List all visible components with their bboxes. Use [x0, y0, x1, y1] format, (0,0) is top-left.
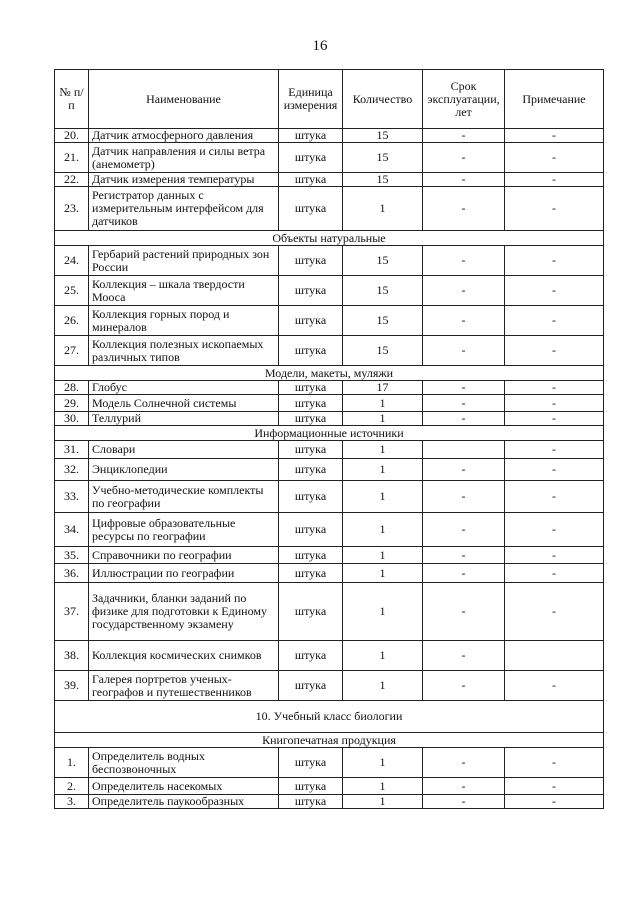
- item-unit: штука: [279, 173, 343, 187]
- header-service-life: Срок эксплуатации, лет: [423, 70, 505, 129]
- item-name: Коллекция космических снимков: [89, 641, 279, 671]
- item-unit: штука: [279, 412, 343, 426]
- row-number: 39.: [55, 671, 89, 701]
- table-row: [55, 441, 604, 459]
- table-row: [55, 671, 604, 701]
- table-row: [55, 795, 604, 809]
- row-number: 29.: [55, 395, 89, 412]
- item-service-life: -: [423, 246, 505, 276]
- item-unit: штука: [279, 564, 343, 583]
- item-service-life: -: [423, 187, 505, 231]
- item-note: -: [505, 481, 604, 513]
- item-quantity: 1: [343, 748, 423, 778]
- row-number: 26.: [55, 306, 89, 336]
- table-row: [55, 173, 604, 187]
- table-body: [55, 129, 604, 809]
- item-unit: штука: [279, 671, 343, 701]
- row-number: 34.: [55, 513, 89, 547]
- item-service-life: -: [423, 143, 505, 173]
- item-note: -: [505, 187, 604, 231]
- item-name: Глобус: [89, 381, 279, 395]
- item-unit: штука: [279, 583, 343, 641]
- item-quantity: 15: [343, 173, 423, 187]
- table-row: [55, 246, 604, 276]
- item-quantity: 15: [343, 276, 423, 306]
- item-quantity: 15: [343, 306, 423, 336]
- item-quantity: 1: [343, 187, 423, 231]
- item-name: Определитель водных беспозвоночных: [89, 748, 279, 778]
- item-quantity: 15: [343, 246, 423, 276]
- row-number: 33.: [55, 481, 89, 513]
- section-row: [55, 426, 604, 441]
- table-row: [55, 276, 604, 306]
- table-row: [55, 547, 604, 564]
- item-note: -: [505, 795, 604, 809]
- item-unit: штука: [279, 481, 343, 513]
- item-name: Галерея портретов ученых-географов и путешественников: [89, 671, 279, 701]
- header-quantity: Количество: [343, 70, 423, 129]
- item-note: [505, 641, 604, 671]
- row-number: 32.: [55, 459, 89, 481]
- item-service-life: -: [423, 513, 505, 547]
- item-name: Модель Солнечной системы: [89, 395, 279, 412]
- item-unit: штука: [279, 395, 343, 412]
- item-quantity: 1: [343, 395, 423, 412]
- header-name: Наименование: [89, 70, 279, 129]
- item-unit: штука: [279, 748, 343, 778]
- row-number: 38.: [55, 641, 89, 671]
- item-name: Коллекция горных пород и минералов: [89, 306, 279, 336]
- item-quantity: 1: [343, 778, 423, 795]
- item-name: Теллурий: [89, 412, 279, 426]
- item-quantity: 1: [343, 412, 423, 426]
- item-unit: штука: [279, 641, 343, 671]
- table-row: [55, 481, 604, 513]
- section-row: [55, 231, 604, 246]
- table-row: [55, 778, 604, 795]
- item-unit: штука: [279, 129, 343, 143]
- item-quantity: 15: [343, 129, 423, 143]
- item-unit: штука: [279, 143, 343, 173]
- item-name: Гербарий растений природных зон России: [89, 246, 279, 276]
- item-name: Словари: [89, 441, 279, 459]
- row-number: 36.: [55, 564, 89, 583]
- item-service-life: -: [423, 778, 505, 795]
- item-name: Задачники, бланки заданий по физике для подготовки к Единому государственному экзамену: [89, 583, 279, 641]
- item-quantity: 1: [343, 481, 423, 513]
- item-service-life: -: [423, 336, 505, 366]
- item-unit: штука: [279, 547, 343, 564]
- item-note: -: [505, 173, 604, 187]
- item-unit: штука: [279, 306, 343, 336]
- item-name: Справочники по географии: [89, 547, 279, 564]
- item-unit: штука: [279, 795, 343, 809]
- item-unit: штука: [279, 246, 343, 276]
- table-row: [55, 459, 604, 481]
- item-name: Коллекция – шкала твердости Мооса: [89, 276, 279, 306]
- item-note: -: [505, 748, 604, 778]
- row-number: 2.: [55, 778, 89, 795]
- row-number: 28.: [55, 381, 89, 395]
- item-note: -: [505, 513, 604, 547]
- item-service-life: -: [423, 481, 505, 513]
- item-quantity: 1: [343, 441, 423, 459]
- section-row: [55, 366, 604, 381]
- item-note: -: [505, 583, 604, 641]
- row-number: 37.: [55, 583, 89, 641]
- item-name: Определитель насекомых: [89, 778, 279, 795]
- row-number: 24.: [55, 246, 89, 276]
- row-number: 31.: [55, 441, 89, 459]
- item-service-life: -: [423, 129, 505, 143]
- item-unit: штука: [279, 513, 343, 547]
- item-note: -: [505, 441, 604, 459]
- item-name: Датчик атмосферного давления: [89, 129, 279, 143]
- table-row: [55, 306, 604, 336]
- section-row: [55, 733, 604, 748]
- item-note: -: [505, 306, 604, 336]
- item-note: -: [505, 547, 604, 564]
- item-quantity: 1: [343, 641, 423, 671]
- item-service-life: -: [423, 641, 505, 671]
- table-row: [55, 564, 604, 583]
- table-row: [55, 143, 604, 173]
- item-service-life: -: [423, 564, 505, 583]
- item-name: Иллюстрации по географии: [89, 564, 279, 583]
- item-quantity: 1: [343, 513, 423, 547]
- item-note: -: [505, 129, 604, 143]
- item-note: -: [505, 381, 604, 395]
- equipment-table: [54, 69, 604, 809]
- item-note: -: [505, 778, 604, 795]
- item-service-life: -: [423, 381, 505, 395]
- item-name: Датчик измерения температуры: [89, 173, 279, 187]
- row-number: 20.: [55, 129, 89, 143]
- item-quantity: 17: [343, 381, 423, 395]
- item-unit: штука: [279, 459, 343, 481]
- item-name: Учебно-методические комплекты по географии: [89, 481, 279, 513]
- item-name: Цифровые образовательные ресурсы по географии: [89, 513, 279, 547]
- section-title: Объекты натуральные: [55, 231, 604, 246]
- item-service-life: -: [423, 671, 505, 701]
- header-unit: Единица измерения: [279, 70, 343, 129]
- item-service-life: -: [423, 173, 505, 187]
- item-name: Энциклопедии: [89, 459, 279, 481]
- item-name: Датчик направления и силы ветра (анемометр): [89, 143, 279, 173]
- item-service-life: -: [423, 583, 505, 641]
- item-note: -: [505, 276, 604, 306]
- item-name: Определитель паукообразных: [89, 795, 279, 809]
- item-note: -: [505, 336, 604, 366]
- page-number: 16: [312, 38, 328, 54]
- row-number: 23.: [55, 187, 89, 231]
- section-title: Модели, макеты, муляжи: [55, 366, 604, 381]
- item-quantity: 1: [343, 459, 423, 481]
- item-service-life: -: [423, 547, 505, 564]
- section-title: 10. Учебный класс биологии: [55, 701, 604, 733]
- table-header-row: [55, 70, 604, 129]
- item-note: -: [505, 246, 604, 276]
- item-note: -: [505, 143, 604, 173]
- item-unit: штука: [279, 336, 343, 366]
- header-number: № п/п: [55, 70, 89, 129]
- section-title: Книгопечатная продукция: [55, 733, 604, 748]
- section-title: Информационные источники: [55, 426, 604, 441]
- item-note: -: [505, 395, 604, 412]
- item-quantity: 1: [343, 547, 423, 564]
- item-service-life: -: [423, 395, 505, 412]
- item-unit: штука: [279, 276, 343, 306]
- item-name: Коллекция полезных ископаемых различных типов: [89, 336, 279, 366]
- item-note: -: [505, 564, 604, 583]
- item-service-life: -: [423, 276, 505, 306]
- table-row: [55, 336, 604, 366]
- item-service-life: -: [423, 306, 505, 336]
- row-number: 30.: [55, 412, 89, 426]
- item-name: Регистратор данных с измерительным интерфейсом для датчиков: [89, 187, 279, 231]
- item-note: -: [505, 412, 604, 426]
- item-service-life: -: [423, 459, 505, 481]
- header-note: Примечание: [505, 70, 604, 129]
- section-row: [55, 701, 604, 733]
- table-row: [55, 395, 604, 412]
- table-row: [55, 412, 604, 426]
- item-quantity: 1: [343, 795, 423, 809]
- row-number: 25.: [55, 276, 89, 306]
- item-unit: штука: [279, 381, 343, 395]
- item-service-life: -: [423, 412, 505, 426]
- item-quantity: 15: [343, 143, 423, 173]
- row-number: 22.: [55, 173, 89, 187]
- row-number: 1.: [55, 748, 89, 778]
- row-number: 3.: [55, 795, 89, 809]
- table-row: [55, 187, 604, 231]
- table-row: [55, 513, 604, 547]
- item-service-life: -: [423, 795, 505, 809]
- item-quantity: 1: [343, 564, 423, 583]
- row-number: 35.: [55, 547, 89, 564]
- table-row: [55, 129, 604, 143]
- table-row: [55, 641, 604, 671]
- row-number: 27.: [55, 336, 89, 366]
- item-note: -: [505, 459, 604, 481]
- item-quantity: 1: [343, 671, 423, 701]
- row-number: 21.: [55, 143, 89, 173]
- table-row: [55, 748, 604, 778]
- item-unit: штука: [279, 187, 343, 231]
- item-unit: штука: [279, 778, 343, 795]
- item-unit: штука: [279, 441, 343, 459]
- table-row: [55, 381, 604, 395]
- table-row: [55, 583, 604, 641]
- item-service-life: [423, 441, 505, 459]
- item-quantity: 1: [343, 583, 423, 641]
- item-note: -: [505, 671, 604, 701]
- item-quantity: 15: [343, 336, 423, 366]
- item-service-life: -: [423, 748, 505, 778]
